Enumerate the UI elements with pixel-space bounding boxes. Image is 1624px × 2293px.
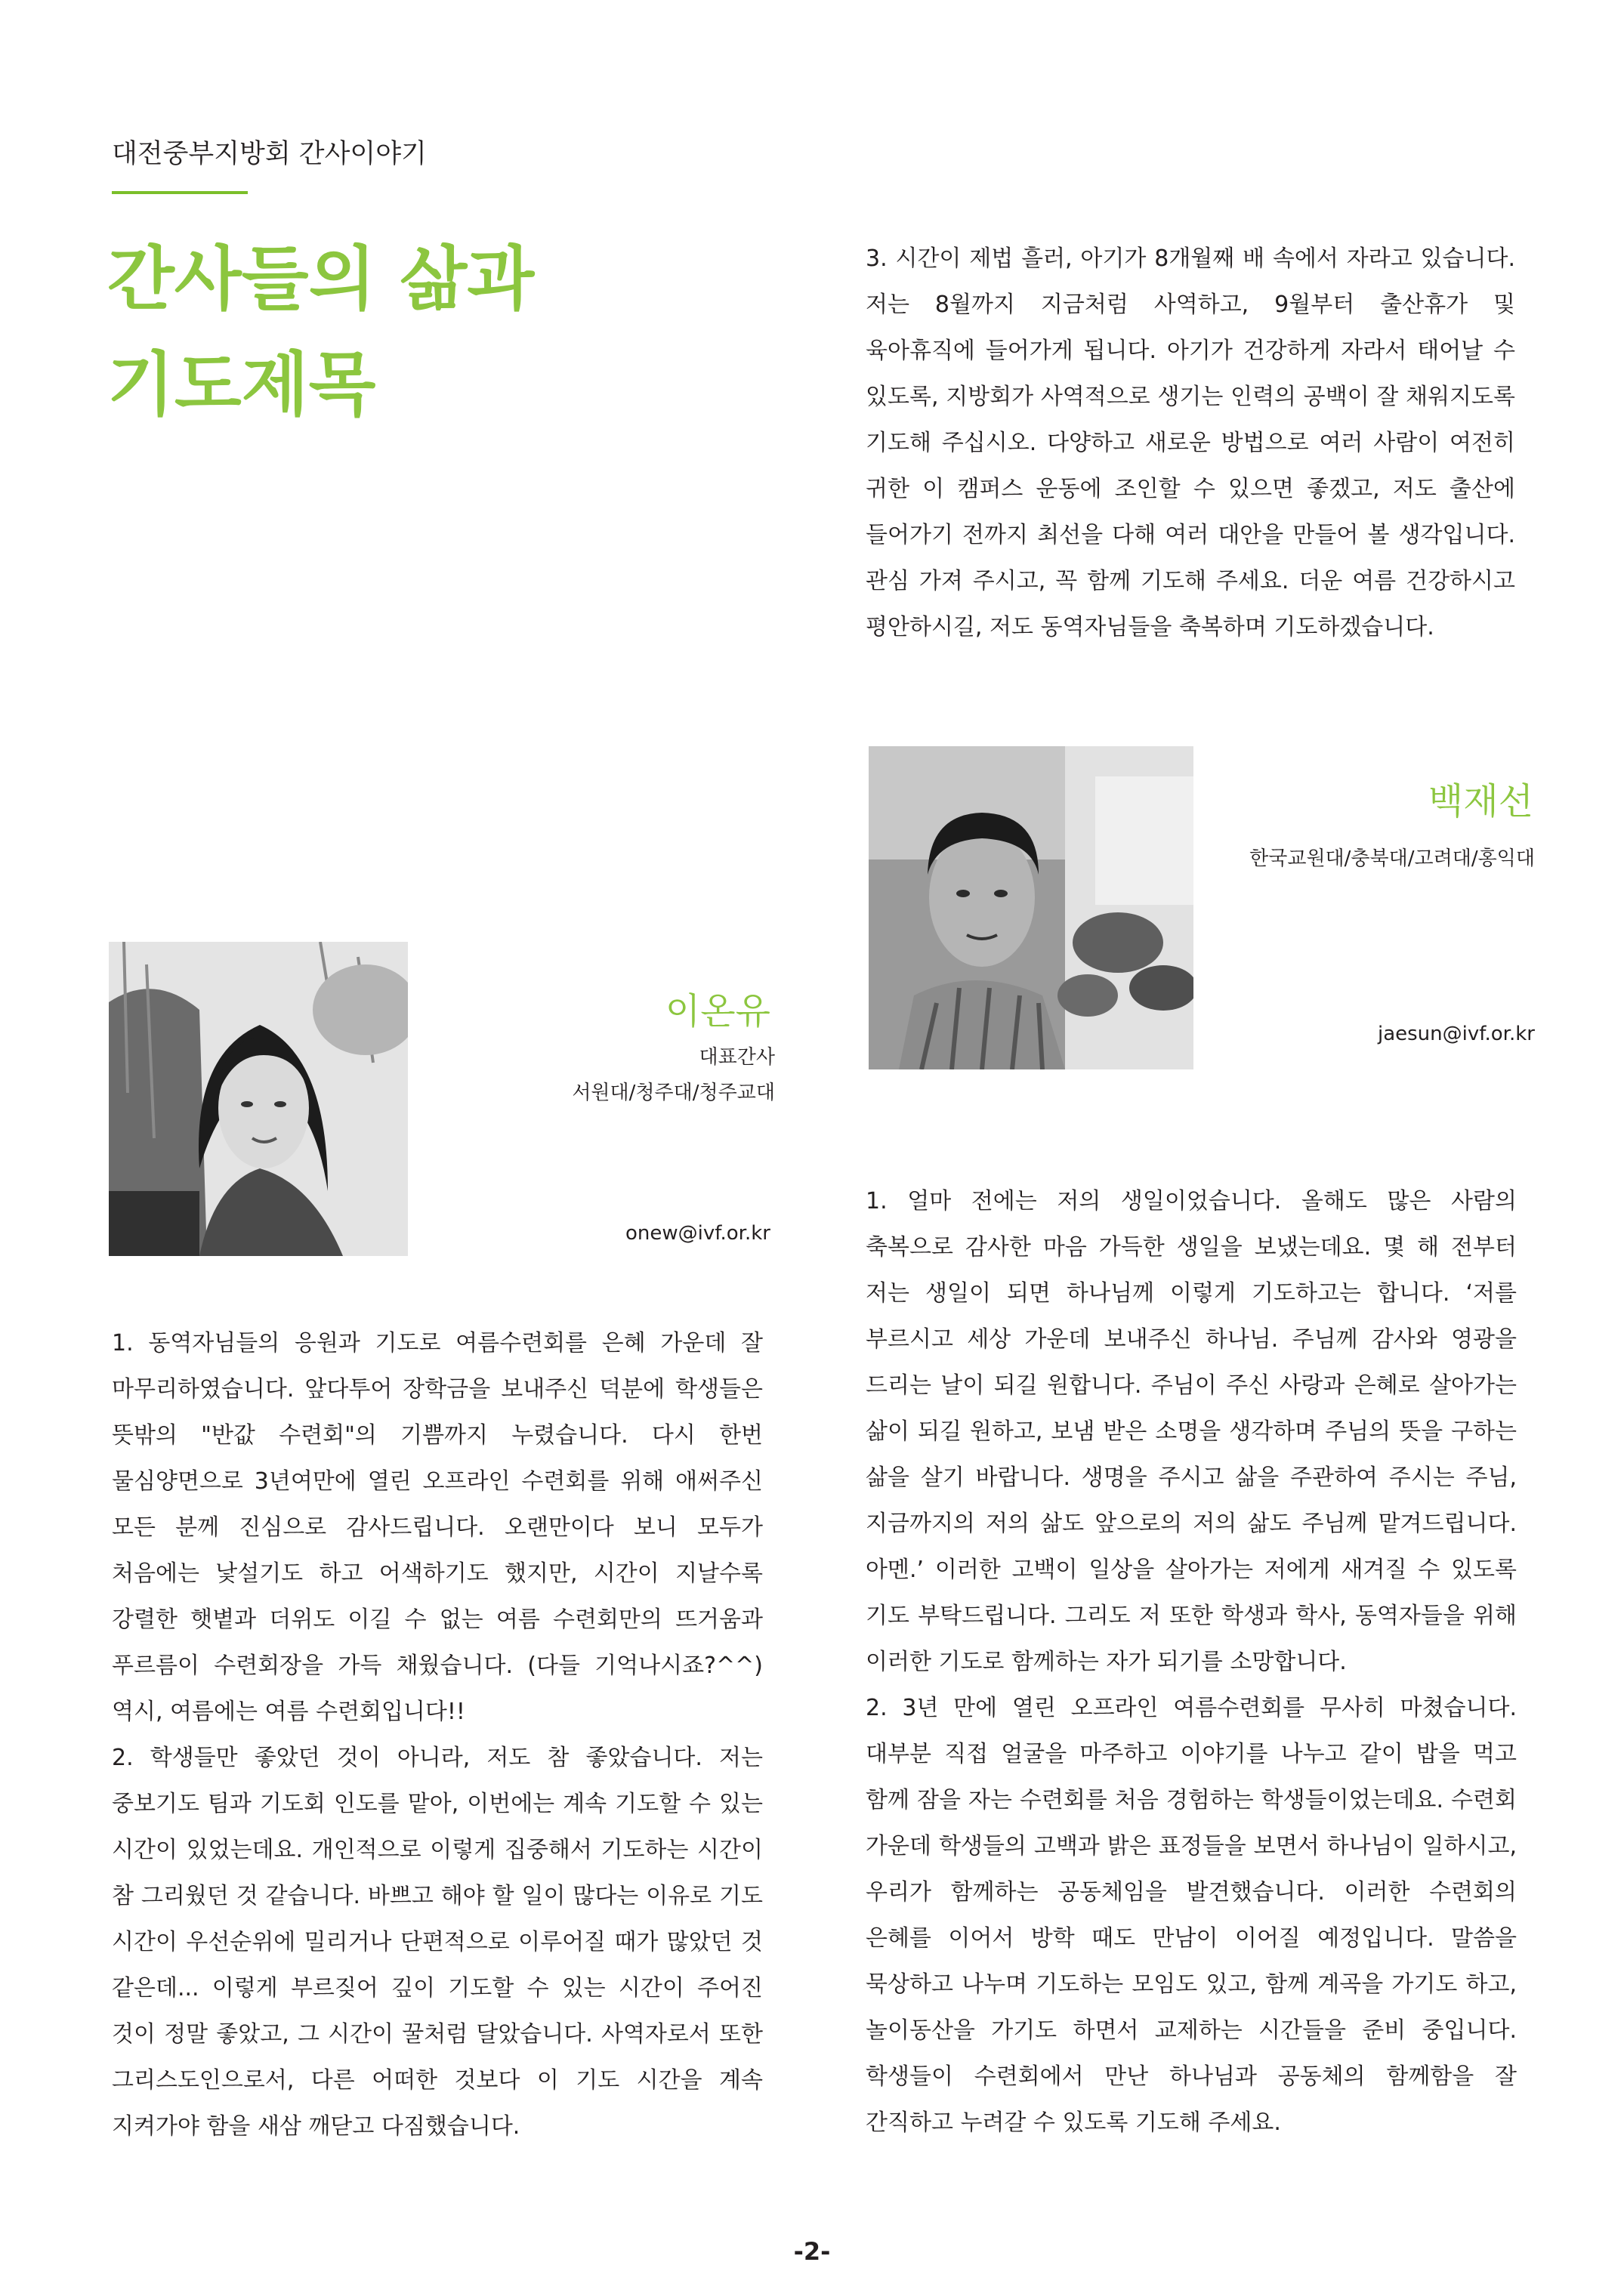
section-kicker: 대전중부지방회 간사이야기	[112, 139, 427, 169]
staff1-campus: 서원대/청주대/청주교대	[572, 1082, 775, 1104]
staff2-name: 백재선	[1428, 780, 1533, 822]
staff2-photo	[869, 746, 1193, 1069]
kicker-divider	[112, 191, 248, 194]
staff1-email[interactable]: onew@ivf.or.kr	[625, 1222, 770, 1245]
staff2-message: 1. 얼마 전에는 저의 생일이었습니다. 올해도 많은 사람의 축복으로 감사한 마음 가득한 생일을 보냈는데요. 몇 해 전부터 저는 생일이 되면 하나님께 이렇게 기도하고는 합니다. ‘저를 부르시고 세상 가운데 보내주신 하나님. 주님께 감사와 영광을 드리는 날이 되길 원합니다. 주님이 주신 사랑과 은혜로 살아가는 삶이 되길 원하고, 보냄 받은 소명을 생각하며 주님의 뜻을 구하는 삶을 살기 바랍니다. 생명을 주시고 삶을 주관하여 주시는 주님, 지금까지의 저의 삶도 앞으로의 저의 삶도 주님께 맡겨드립니다. 아멘.’ 이러한 고백이 일상을 살아가는 저에게 새겨질 수 있도록 기도 부탁드립니다. 그리도 저 또한 학생과 학사, 동역자들을 위해 이러한 기도로 함께하는 자가 되기를 소망합니다. 2. 3년 만에 열린 오프라인 여름수련회를 무사히 마쳤습니다. 대부분 직접 얼굴을 마주하고 이야기를 나누고 같이 밥을 먹고 함께 잠을 자는 수련회를 처음 경험하는 학생들이었는데요. 수련회 가운데 학생들의 고백과 밝은 표정들을 보면서 하나님이 일하시고, 우리가 함께하는 공동체임을 발견했습니다. 이러한 수련회의 은혜를 이어서 방학 때도 만남이 이어질 예정입니다. 말씀을 묵상하고 나누며 기도하는 모임도 있고, 함께 계곡을 가기도 하고, 놀이동산을 가기도 하면서 교제하는 시간들을 준비 중입니다. 학생들이 수련회에서 만난 하나님과 공동체의 함께함을 잘 간직하고 누려갈 수 있도록 기도해 주세요.	[866, 1188, 1517, 2136]
staff2-campus: 한국교원대/충북대/고려대/홍익대	[1249, 847, 1535, 870]
staff1-message: 1. 동역자님들의 응원과 기도로 여름수련회를 은혜 가운데 잘 마무리하였습니다. 앞다투어 장학금을 보내주신 덕분에 학생들은 뜻밖의 "반값 수련회"의 기쁨까지 누렸습니다. 다시 한번 물심양면으로 3년여만에 열린 오프라인 수련회를 위해 애써주신 모든 분께 진심으로 감사드립니다. 오랜만이다 보니 모두가 처음에는 낯설기도 하고 어색하기도 했지만, 시간이 지날수록 강렬한 햇볕과 더위도 이길 수 없는 여름 수련회만의 뜨거움과 푸르름이 수련회장을 가득 채웠습니다. (다들 기억나시죠?^^) 역시, 여름에는 여름 수련회입니다!! 2. 학생들만 좋았던 것이 아니라, 저도 참 좋았습니다. 저는 중보기도 팀과 기도회 인도를 맡아, 이번에는 계속 기도할 수 있는 시간이 있었는데요. 개인적으로 이렇게 집중해서 기도하는 시간이 참 그리웠던 것 같습니다. 바쁘고 해야 할 일이 많다는 이유로 기도 시간이 우선순위에 밀리거나 단편적으로 이루어질 때가 많았던 것 같은데... 이렇게 부르짖어 깊이 기도할 수 있는 시간이 주어진 것이 정말 좋았고, 그 시간이 꿀처럼 달았습니다. 사역자로서 또한 그리스도인으로서, 다른 어떠한 것보다 이 기도 시간을 계속 지켜가야 함을 새삼 깨닫고 다짐했습니다.	[112, 1330, 763, 2140]
top-right-paragraph: 3. 시간이 제법 흘러, 아기가 8개월째 배 속에서 자라고 있습니다. 저는 8월까지 지금처럼 사역하고, 9월부터 출산휴가 및 육아휴직에 들어가게 됩니다. 아기가 건강하게 자라서 태어날 수 있도록, 지방회가 사역적으로 생기는 인력의 공백이 잘 채워지도록 기도해 주십시오. 다양하고 새로운 방법으로 여러 사람이 여전히 귀한 이 캠퍼스 운동에 조인할 수 있으면 좋겠고, 저도 출산에 들어가기 전까지 최선을 다해 여러 대안을 만들어 볼 생각입니다. 관심 가져 주시고, 꼭 함께 기도해 주세요. 더운 여름 건강하시고 평안하시길, 저도 동역자님들을 축복하며 기도하겠습니다.	[866, 245, 1515, 640]
page-title	[107, 227, 534, 438]
staff1-name: 이온유	[665, 990, 770, 1032]
page-number: -2-	[793, 2237, 831, 2266]
staff1-role: 대표간사	[699, 1046, 775, 1069]
title-line-1: 간사들의 삶과	[107, 239, 535, 319]
staff1-photo	[109, 942, 408, 1256]
staff2-email[interactable]: jaesun@ivf.or.kr	[1377, 1023, 1535, 1045]
title-line-2: 기도제목	[107, 344, 376, 425]
